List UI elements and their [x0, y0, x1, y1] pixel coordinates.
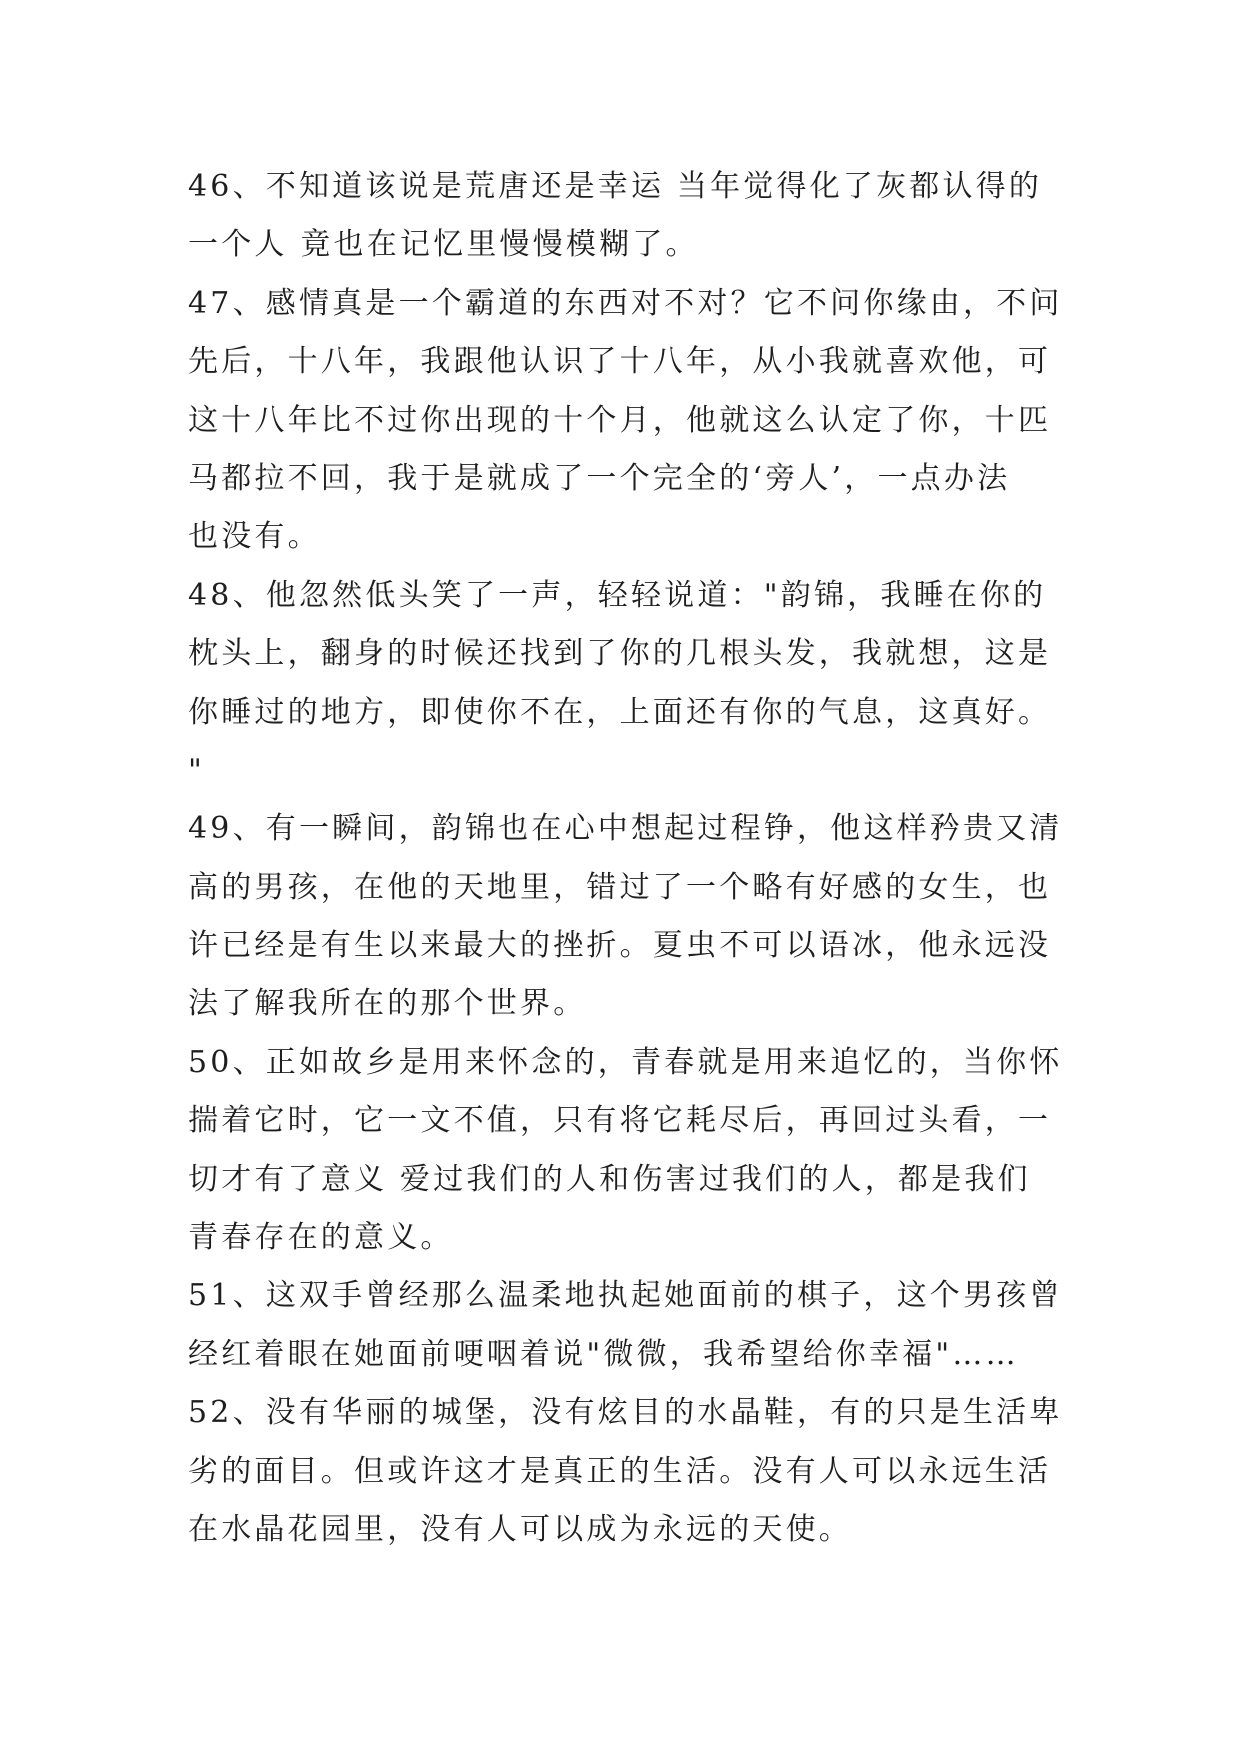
text-line: 52、没有华丽的城堡，没有炫目的水晶鞋，有的只是生活卑	[188, 1395, 1063, 1431]
text-line: 46、不知道该说是荒唐还是幸运 当年觉得化了灰都认得的	[188, 169, 1043, 204]
text-line: 一个人 竟也在记忆里慢慢模糊了。	[188, 227, 699, 263]
text-line: 法了解我所在的那个世界。	[188, 986, 587, 1022]
text-line: 50、正如故乡是用来怀念的，青春就是用来追忆的，当你怀	[188, 1044, 1063, 1080]
text-line: 揣着它时，它一文不值，只有将它耗尽后，再回过头看，一	[188, 1103, 1052, 1139]
text-line: 47、感情真是一个霸道的东西对不对？它不问你缘由，不问	[188, 285, 1063, 321]
text-line: 你睡过的地方，即使你不在，上面还有你的气息，这真好。	[188, 694, 1052, 730]
text-line: 先后，十八年，我跟他认识了十八年，从小我就喜欢他，可	[188, 344, 1052, 380]
text-line: 青春存在的意义。	[188, 1220, 454, 1256]
text-line: 经红着眼在她面前哽咽着说"微微，我希望给你幸福"……	[188, 1336, 1019, 1372]
text-line: 劣的面目。但或许这才是真正的生活。没有人可以永远生活	[188, 1453, 1052, 1489]
text-line: 马都拉不回，我于是就成了一个完全的‘旁人’，一点办法	[188, 460, 1011, 496]
text-line: 枕头上，翻身的时候还找到了你的几根头发，我就想，这是	[188, 636, 1052, 672]
text-line: 49、有一瞬间，韵锦也在心中想起过程铮，他这样矜贵又清	[188, 811, 1063, 847]
text-line: 切才有了意义 爱过我们的人和伤害过我们的人，都是我们	[188, 1161, 1031, 1197]
text-line: 51、这双手曾经那么温柔地执起她面前的棋子，这个男孩曾	[188, 1278, 1063, 1314]
text-line: 高的男孩，在他的天地里，错过了一个略有好感的女生，也	[188, 869, 1052, 905]
text-line: 这十八年比不过你出现的十个月，他就这么认定了你，十匹	[188, 402, 1052, 438]
text-line: 也没有。	[188, 519, 321, 555]
document-body	[188, 158, 1068, 1559]
text-line: 在水晶花园里，没有人可以成为永远的天使。	[188, 1511, 852, 1547]
text-line: "	[188, 752, 205, 788]
text-line: 许已经是有生以来最大的挫折。夏虫不可以语冰，他永远没	[188, 928, 1052, 964]
text-line: 48、他忽然低头笑了一声，轻轻说道："韵锦，我睡在你的	[188, 577, 1047, 613]
